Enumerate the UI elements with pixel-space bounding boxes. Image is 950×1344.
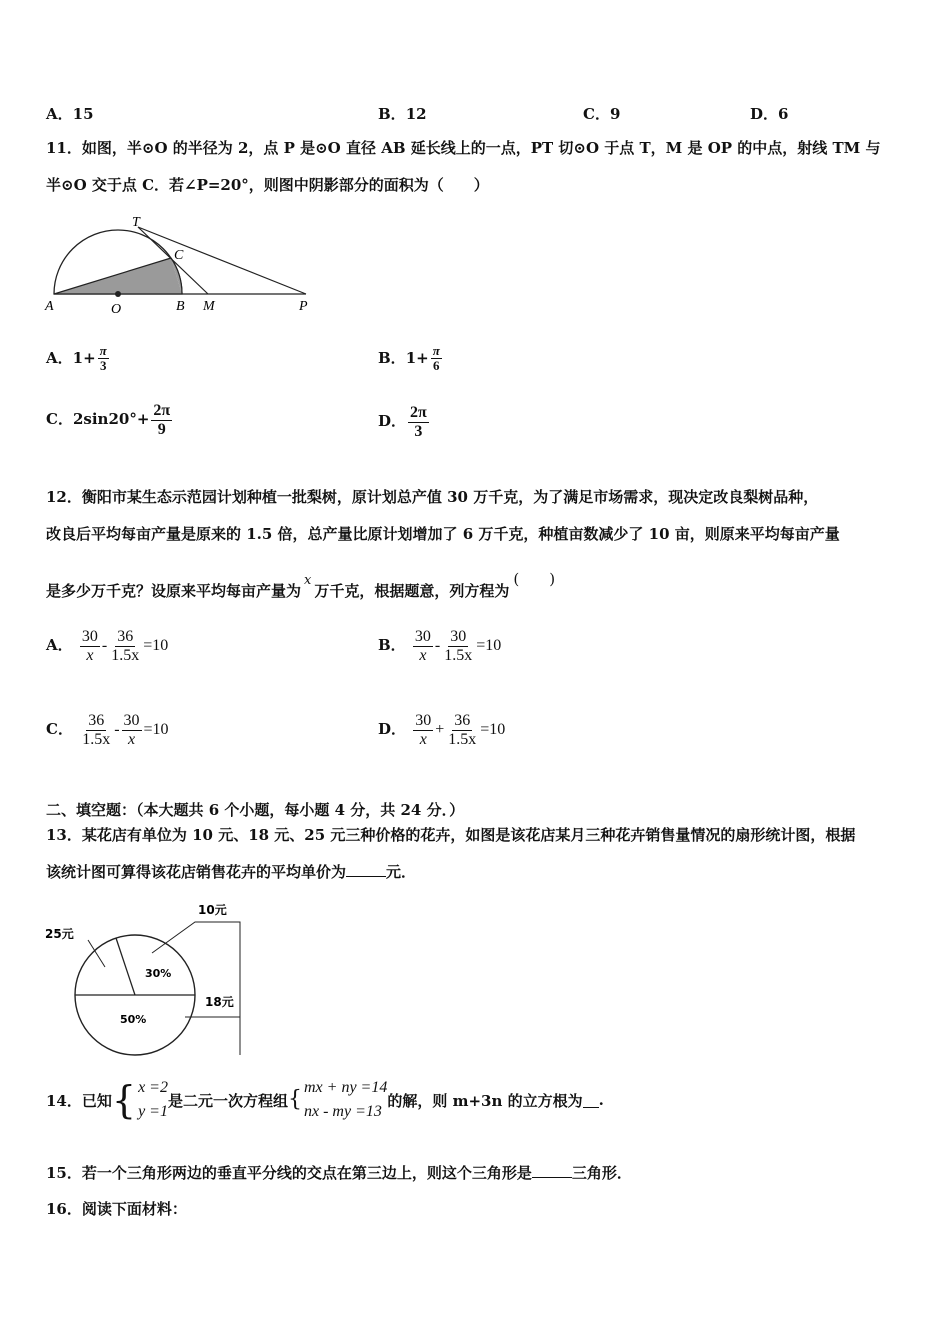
q10-option-d — [750, 103, 788, 124]
q10-option-c — [583, 103, 620, 124]
answer-blank — [532, 1163, 572, 1178]
option-label: A． — [46, 348, 73, 367]
option-label: D． — [378, 720, 407, 739]
q11-stem-line1: 11．如图，半⊙O 的半径为 2，点 P 是⊙O 直径 AB 延长线上的一点，PT 切⊙O 于点 T，M 是 OP 的中点，射线 TM 与 — [46, 139, 881, 157]
numerator: 36 — [117, 628, 134, 645]
denominator: 3 — [414, 422, 423, 440]
denominator: x — [86, 646, 94, 664]
label-50-percent: 50% — [120, 1013, 147, 1026]
operator: - — [434, 637, 441, 655]
stem-text: 是多少万千克？设原来平均每亩产量为 — [46, 582, 302, 600]
label-10-yuan: 10元 — [198, 903, 227, 917]
denominator: 6 — [433, 358, 440, 374]
fraction — [431, 344, 442, 374]
label-30-percent: 30% — [145, 967, 172, 980]
q14-stem — [46, 1076, 604, 1124]
numerator: 30 — [415, 712, 432, 729]
q11-figure — [40, 210, 340, 320]
rhs: =10 — [143, 637, 169, 655]
label-a: A — [45, 299, 54, 314]
stem-text: 元． — [386, 863, 417, 881]
denominator: 1.5x — [82, 730, 111, 748]
fraction-2 — [109, 628, 141, 664]
numerator: 2π — [153, 402, 171, 419]
label-18-yuan: 18元 — [205, 995, 234, 1009]
option-label: B． — [378, 636, 406, 655]
option-label: D． — [378, 412, 407, 431]
q10-option-b — [378, 103, 427, 124]
denominator: 1.5x — [448, 730, 477, 748]
numerator: 30 — [450, 628, 467, 645]
operator: - — [101, 637, 108, 655]
q12-option-a — [46, 628, 168, 664]
answer-blank — [583, 1093, 599, 1108]
q16-stem: 16．阅读下面材料： — [46, 1200, 187, 1218]
fraction-1 — [80, 712, 112, 748]
fraction-2 — [442, 628, 474, 664]
label-25-yuan: 25元 — [45, 927, 74, 941]
option-prefix: 1+ — [405, 348, 429, 367]
solution-system — [112, 1076, 168, 1124]
fraction — [151, 402, 172, 438]
denominator: x — [419, 730, 427, 748]
q13-stem-line2 — [46, 861, 416, 882]
numerator: π — [99, 343, 107, 358]
numerator: 30 — [123, 712, 140, 729]
numerator: 2π — [410, 404, 427, 421]
q11-option-c — [46, 402, 174, 438]
section-heading: 二、填空题：（本大题共 6 个小题，每小题 4 分，共 24 分．） — [46, 801, 465, 819]
rhs: =10 — [143, 721, 169, 739]
numerator: 36 — [454, 712, 471, 729]
option-label: B． — [378, 348, 406, 367]
label-t: T — [132, 215, 140, 230]
label-c: C — [174, 248, 184, 263]
stem-text: . — [598, 1091, 604, 1109]
fraction-2 — [446, 712, 478, 748]
stem-text: 该统计图可算得该花店销售花卉的平均单价为 — [46, 863, 347, 881]
fraction — [98, 344, 109, 374]
q10-option-a — [46, 103, 94, 124]
stem-text: 15．若一个三角形两边的垂直平分线的交点在第三边上，则这个三角形是 — [46, 1164, 532, 1182]
option-value: 15 — [72, 105, 94, 123]
q11-option-b — [378, 344, 444, 374]
label-p: P — [299, 299, 308, 314]
q11-option-a — [46, 344, 111, 374]
center-point-o — [115, 291, 121, 297]
option-label: B． — [378, 105, 406, 123]
equation-system — [288, 1076, 387, 1124]
option-value: 9 — [609, 105, 621, 123]
fraction — [408, 404, 429, 440]
solution-x: x =2 — [138, 1079, 168, 1096]
numerator: 30 — [414, 628, 431, 645]
q12-stem-line3 — [46, 570, 556, 601]
stem-text: 万千克，根据题意，列方程为 — [314, 582, 510, 600]
q12-option-b — [378, 628, 501, 664]
q11-stem-line2: 半⊙O 交于点 C．若∠P=20°，则图中阴影部分的面积为（ ） — [46, 176, 489, 194]
fraction-2 — [122, 712, 142, 748]
solution-y: y =1 — [138, 1103, 168, 1120]
fraction-1 — [80, 628, 100, 664]
numerator: 36 — [88, 712, 105, 729]
denominator: 1.5x — [444, 646, 473, 664]
option-label: D． — [750, 105, 779, 123]
q13-stem-line1: 13．某花店有单位为 10 元、18 元、25 元三种价格的花卉，如图是该花店某月三种花卉销售量情况的扇形统计图，根据 — [46, 826, 856, 844]
numerator: 30 — [81, 628, 98, 645]
q11-option-d — [378, 404, 431, 440]
denominator: x — [419, 646, 427, 664]
q13-pie-chart — [40, 895, 250, 1060]
stem-text: 是二元一次方程组 — [167, 1091, 288, 1110]
solution-lines — [138, 1076, 168, 1124]
option-label: A． — [46, 636, 73, 655]
pie-divider-radius — [116, 938, 135, 995]
q15-stem — [46, 1162, 632, 1183]
answer-blank — [346, 862, 386, 877]
variable-x: x — [304, 573, 312, 588]
denominator: x — [127, 730, 136, 748]
numerator: π — [432, 343, 440, 358]
denominator: 3 — [99, 358, 107, 374]
option-prefix: 1+ — [72, 348, 96, 367]
rhs: =10 — [480, 721, 506, 739]
option-label: C． — [583, 105, 610, 123]
q12-stem-line2: 改良后平均每亩产量是原来的 1.5 倍，总产量比原计划增加了 6 万千克，种植亩数减少了 10 亩，则原来平均每亩产量 — [46, 525, 840, 543]
brace-symbol: { — [111, 1078, 137, 1122]
denominator: 9 — [157, 420, 166, 438]
rhs: =10 — [476, 637, 502, 655]
denominator: 1.5x — [111, 646, 140, 664]
option-prefix: 2sin20°+ — [72, 410, 150, 429]
q12-option-d — [378, 712, 505, 748]
q12-option-c — [46, 712, 169, 748]
stem-text: 14．已知 — [46, 1091, 112, 1110]
equation-1: mx + ny =14 — [303, 1079, 388, 1096]
operator: + — [435, 721, 445, 739]
option-value: 12 — [405, 105, 427, 123]
label-b: B — [176, 299, 185, 314]
label-m: M — [203, 299, 215, 314]
label-o: O — [111, 302, 122, 317]
option-label: C． — [46, 720, 73, 739]
equation-lines — [304, 1076, 387, 1124]
equation-2: nx - my =13 — [303, 1103, 382, 1120]
answer-paren: ( ) — [513, 570, 556, 588]
operator: - — [114, 721, 120, 739]
q12-stem-line1: 12．衡阳市某生态示范园计划种植一批梨树，原计划总产值 30 万千克，为了满足市场需求，现决定改良梨树品种， — [46, 488, 819, 506]
stem-text: 三角形． — [571, 1164, 632, 1182]
brace-symbol: { — [287, 1087, 302, 1112]
fraction-1 — [413, 628, 433, 664]
option-value: 6 — [778, 105, 789, 123]
stem-text: 的解，则 m+3n 的立方根为 — [387, 1091, 583, 1110]
option-label: A． — [46, 105, 73, 123]
fraction-1 — [413, 712, 433, 748]
option-label: C． — [46, 410, 73, 429]
leader-10 — [152, 922, 240, 1055]
